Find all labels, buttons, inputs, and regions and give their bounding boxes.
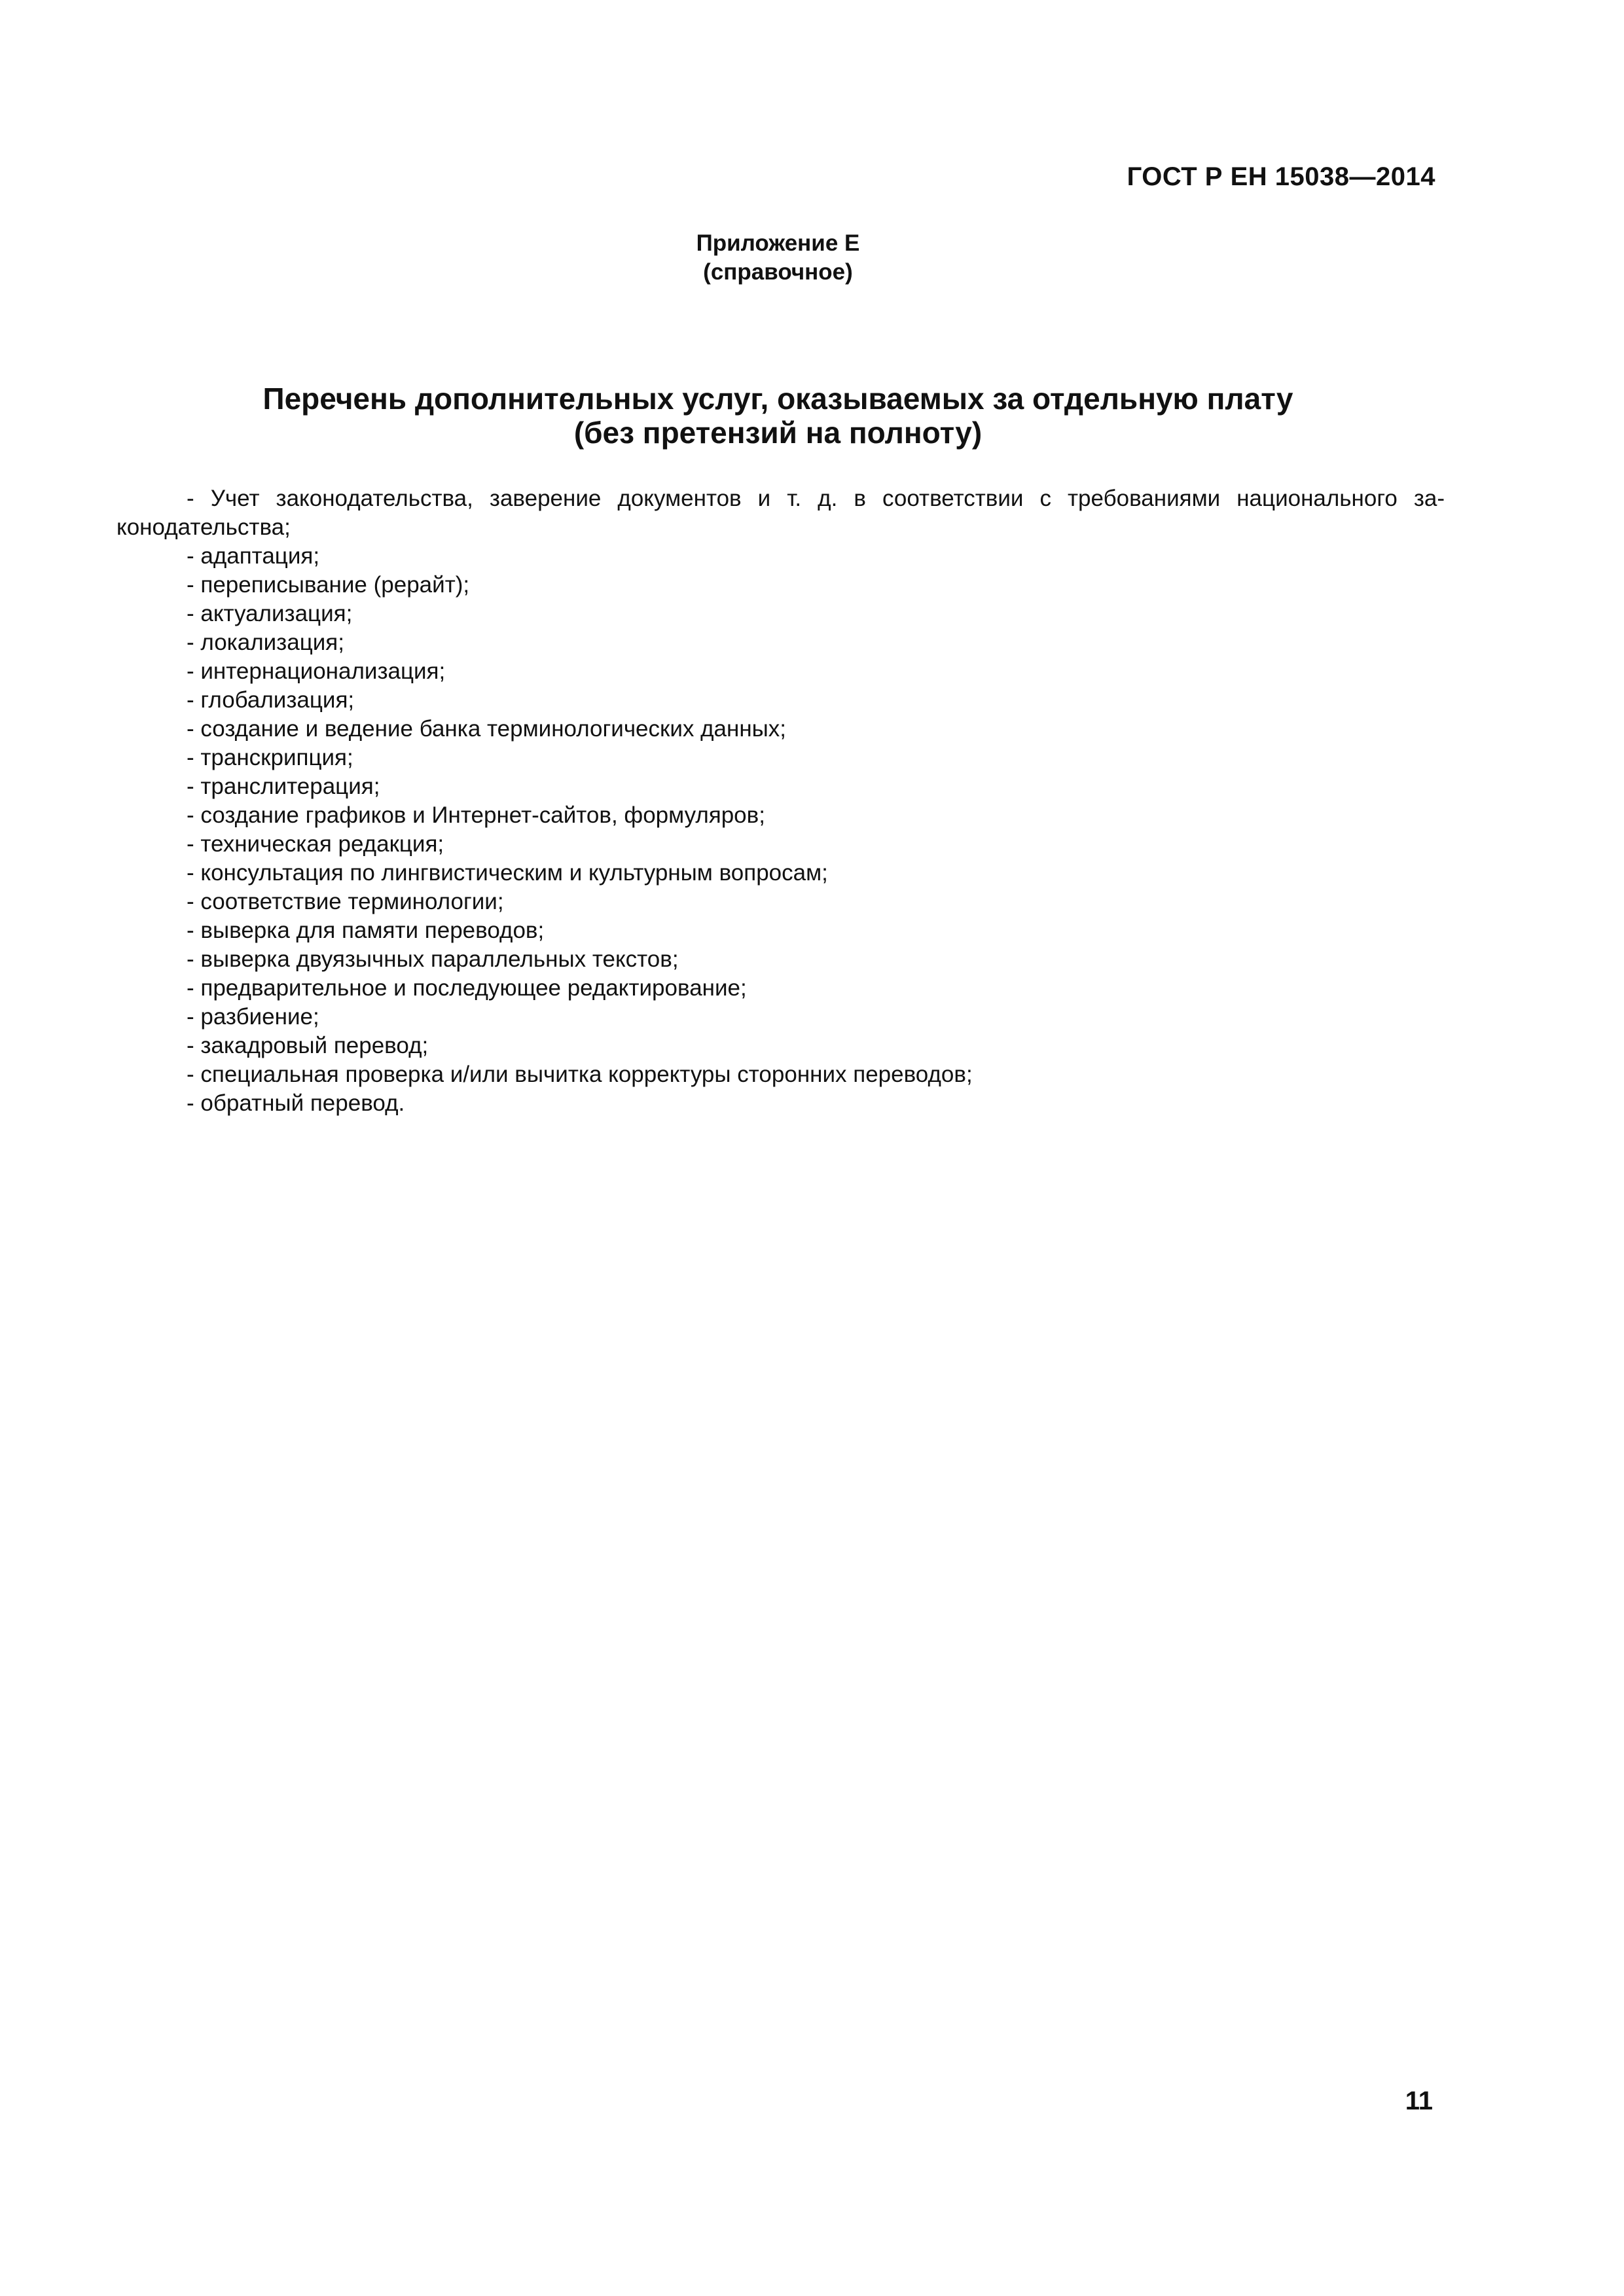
document-code: ГОСТ Р ЕН 15038—2014 xyxy=(1127,162,1435,191)
list-item: - выверка для памяти переводов; xyxy=(187,918,545,943)
list-item: - предварительное и последующее редактирование; xyxy=(187,975,747,1001)
list-item: - транслитерация; xyxy=(187,774,380,799)
list-item: - актуализация; xyxy=(187,601,353,626)
list-item: - консультация по лингвистическим и культурным вопросам; xyxy=(187,860,828,886)
section-title-line-2: (без претензий на полноту) xyxy=(573,416,983,450)
page-number: 11 xyxy=(1405,2087,1433,2115)
services-list-block xyxy=(117,484,1445,1118)
list-item: - выверка двуязычных параллельных текстов; xyxy=(187,946,679,972)
list-item: - техническая редакция; xyxy=(187,831,444,857)
list-item: - специальная проверка и/или вычитка корректуры сторонних переводов; xyxy=(187,1062,973,1087)
intro-text xyxy=(117,486,1445,540)
intro-paragraph xyxy=(117,484,1445,542)
appendix-label: Приложение Е xyxy=(696,230,860,256)
list-item: - интернационализация; xyxy=(187,658,446,684)
list-item: - соответствие терминологии; xyxy=(187,889,504,914)
appendix-heading xyxy=(0,229,1624,287)
list-item: - создание графиков и Интернет-сайтов, формуляров; xyxy=(187,802,765,828)
list-item: - закадровый перевод; xyxy=(187,1033,429,1058)
list-item: - адаптация; xyxy=(187,543,320,569)
list-item: - создание и ведение банка терминологических данных; xyxy=(187,716,787,742)
intro-text-content: - Учет законодательства, заверение документов и т. д. в соответствии с требованиями национального за-конодательства; xyxy=(117,486,1445,540)
list-item: - разбиение; xyxy=(187,1004,319,1030)
list-item: - переписывание (рерайт); xyxy=(187,572,470,598)
section-title xyxy=(0,382,1624,450)
appendix-kind: (справочное) xyxy=(703,259,853,285)
section-title-line-1: Перечень дополнительных услуг, оказываемых за отдельную плату xyxy=(262,382,1293,416)
list-item: - локализация; xyxy=(187,630,344,655)
list-item: - глобализация; xyxy=(187,687,355,713)
services-list xyxy=(117,542,1445,1118)
list-item: - транскрипция; xyxy=(187,745,353,770)
list-item: - обратный перевод. xyxy=(187,1090,405,1116)
